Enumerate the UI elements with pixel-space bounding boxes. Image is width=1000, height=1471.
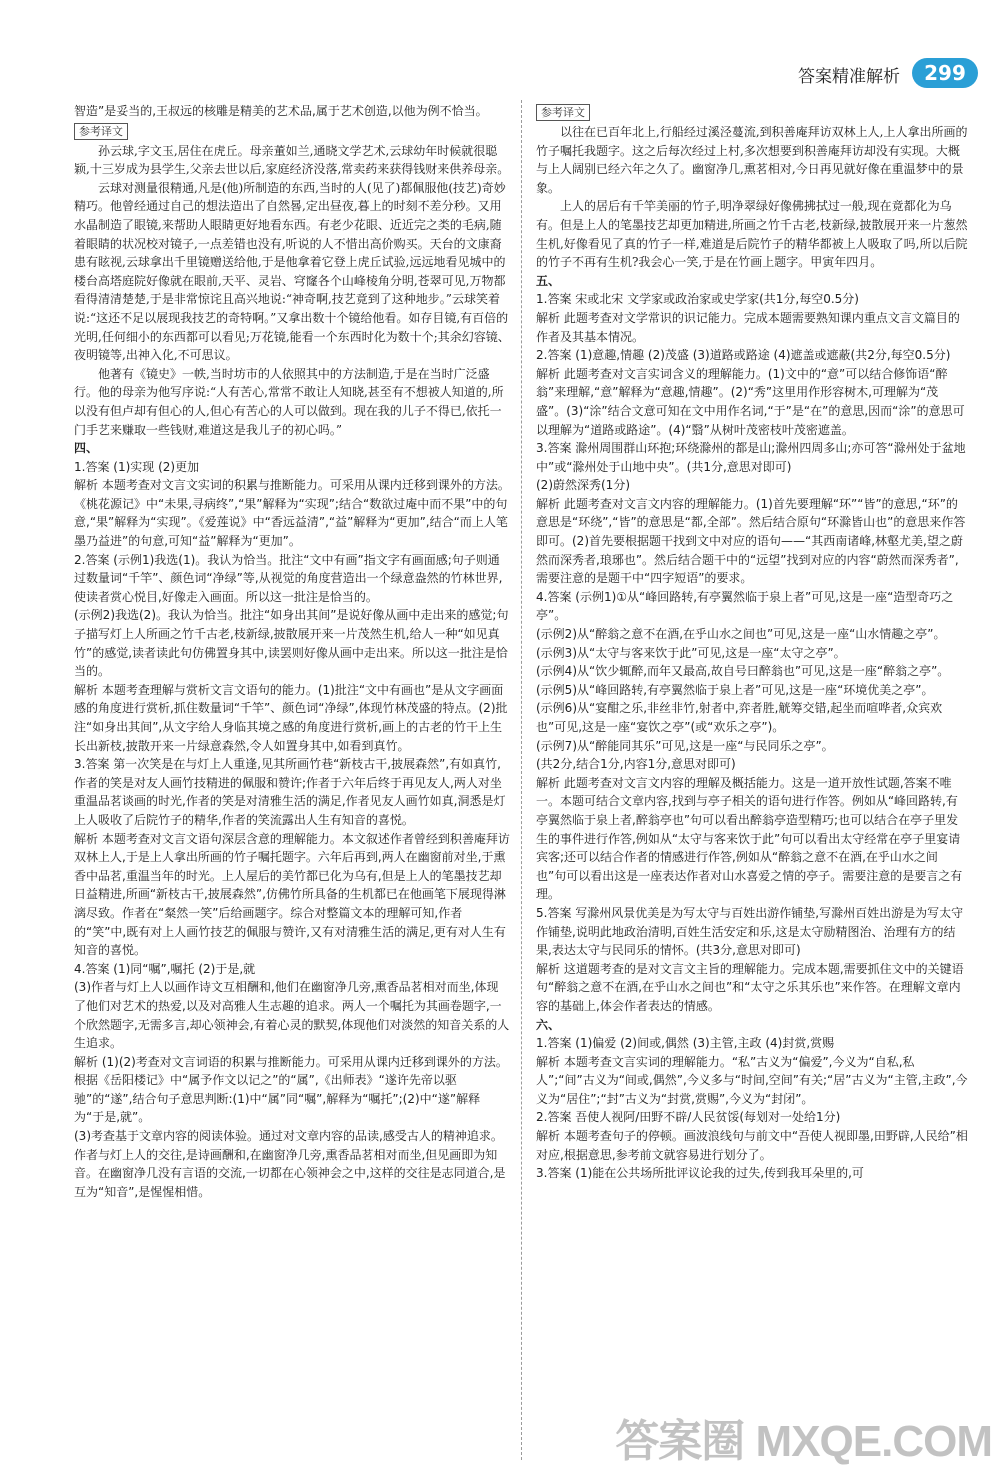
analysis: 解析 本题考查句子的停顿。画波浪线句与前文中“吾使人视即墨,田野辟,人民给”相对应,根据意思,参考前文就容易进行划分了。: [536, 1129, 968, 1162]
analysis: 解析 这道题考查的是对文言文主旨的理解能力。完成本题,需要抓住文中的关键语句“醉翁之意不在酒,在乎山水之间也”和“太守之乐其乐也”来作答。在理解文章内容的基础上,体会作者表达的情感。: [536, 961, 964, 1013]
answer-example: (示例3)从“太守与客来饮于此”可见,这是一座“太守之亭”。: [536, 645, 846, 660]
answer-example: (示例4)从“饮少辄醉,而年又最高,故自号曰醉翁也”可见,这是一座“醉翁之亭”。: [536, 664, 950, 679]
section-heading: 四、: [74, 441, 99, 456]
answer: 4.答案 (示例1)①从“峰回路转,有亭翼然临于泉上者”可见,这是一座“造型奇巧之亭”。: [536, 589, 954, 623]
score-note: (共2分,结合1分,内容1分,意思对即可): [536, 757, 736, 772]
analysis: 解析 (1)(2)考查对文言词语的积累与推断能力。可采用从课内迁移到课外的方法。根据《岳阳楼记》中“属予作文以记之”的“属”,《出师表》“遂许先帝以驱驰”的“遂”,结合句子意思判断:(1)中“属”同“嘱”,解释为“嘱托”;(2)中“遂”解释为“于是,就”。: [74, 1054, 508, 1125]
page-header: [0, 0, 1000, 100]
analysis-part: (3)考查基于文章内容的阅读体验。通过对文章内容的品读,感受古人的精神追求。作者与灯上人的交往,是诗画酬和,在幽窗净几旁,熏香品茗相对而坐,但见画即为知音。在幽窗净几没有言语的交流,一切都在心领神会之中,这样的交往是志同道合,是互为“知音”,是惺惺相惜。: [74, 1129, 506, 1199]
analysis: 解析 此题考查对文言文内容的理解及概括能力。这是一道开放性试题,答案不唯一。本题可结合文章内容,找到与亭子相关的语句进行作答。例如从“峰回路转,有亭翼然临于泉上者,醉翁亭也”句可以看出醉翁亭造型精巧;也可以结合在亭子里发生的事件进行作答,例如从“太守与客来饮于此”句可以看出太守经常在亭子里宴请宾客;还可以结合作者的情感进行作答,例如从“醉翁之意不在酒,在乎山水之间也”句可以看出这是一座表达作者对山水喜爱之情的亭子。需要注意的是要言之有理。: [536, 775, 963, 902]
reference-translation-tag: 参考译文: [74, 123, 128, 140]
answer: 1.答案 宋或北宋 文学家或政治家或史学家(共1分,每空0.5分): [536, 292, 859, 307]
answer-example: (示例2)从“醉翁之意不在酒,在乎山水之间也”可见,这是一座“山水情趣之亭”。: [536, 627, 946, 642]
analysis: 解析 此题考查对文学常识的识记能力。完成本题需要熟知课内重点文言文篇目的作者及其基本情况。: [536, 310, 960, 344]
answer: 4.答案 (1)同“嘱”,嘱托 (2)于是,就: [74, 961, 256, 976]
answer-part: (3)作者与灯上人以画作诗文互相酬和,他们在幽窗净几旁,熏香品茗相对而坐,体现了他们对艺术的热爱,以及对高雅人生志趣的追求。两人一个嘱托为其画卷题字,一个欣然题字,无需多言,却心领神会,有着心灵的默契,体现他们对淡然的知音关系的人生追求。: [74, 980, 510, 1051]
answer-part: (2)蔚然深秀(1分): [536, 478, 630, 493]
answer: 3.答案 滁州周围群山环抱;环绕滁州的都是山;滁州四周多山;亦可答“滁州处于盆地中”或“滁州处于山地中央”。(共1分,意思对即可): [536, 441, 966, 474]
translation-paragraph: 以往在已百年北上,行船经过溪泾蔓流,到积善庵拜访双林上人,上人拿出所画的竹子嘱托我题字。这之后每次经过上村,多次想要到积善庵拜访却没有实现。大概与上人阔别已经六年之久了。幽窗净几,熏茗相对,今日再见就好像在重温梦中的景象。: [536, 125, 968, 195]
header-title: 答案精准解析: [798, 67, 900, 87]
answer-example: (示例7)从“醉能同其乐”可见,这是一座“与民同乐之亭”。: [536, 738, 834, 753]
answer: 2.答案 (1)意趣,情趣 (2)茂盛 (3)道路或路途 (4)遮盖或遮蔽(共2分,每空0.5分): [536, 348, 951, 363]
analysis: 解析 本题考查文言实词的理解能力。“私”古义为“偏爱”,今义为“自私,私人”;“间”古义为“间或,偶然”,今义多与“时间,空间”有关;“居”古义为“主管,主政”,今义为“居住”;“封”古义为“封赏,赏赐”,今义为“封闭”。: [536, 1054, 968, 1106]
reference-translation-tag: 参考译文: [536, 104, 590, 121]
translation-paragraph: 他著有《镜史》一帙,当时坊市的人依照其中的方法制造,于是在当时广泛盛行。他的母亲为他写序说:“人有苦心,常常不敢让人知晓,甚至有不想被人知道的,所以没有但卢却有但心的人,但心有苦心的人可以做到。现在我的儿子不得已,依托一门手艺来赚取一些钱财,难道这是我儿子的初心吗。”: [74, 366, 504, 437]
intro-text: 智造”是妥当的,王叔远的核雕是精美的艺术品,属于艺术创造,以他为例不恰当。: [74, 104, 488, 118]
answer: 5.答案 写滁州风景优美是为写太守与百姓出游作铺垫,写滁州百姓出游是为写太守作铺垫,说明此地政治清明,百姓生活安定和乐,这是太守励精图治、治理有方的结果,表达太守与民同乐的情怀。(共3分,意思对即可): [536, 905, 964, 958]
right-column: [536, 102, 968, 1183]
answer-example: (示例2)我选(2)。我认为恰当。批注“如身出其间”是说好像从画中走出来的感觉;句子描写灯上人所画之竹千古老,枝新绿,披散展开来一片茂然生机,给人一种“如见真竹”的感觉,读者读此句仿佛置身其中,读罢则好像从画中走出来。所以这一批注是恰当的。: [74, 608, 509, 679]
analysis: 解析 本题考查对文言文实词的积累与推断能力。可采用从课内迁移到课外的方法。《桃花源记》中“未果,寻病终”,“果”解释为“实现”;结合“数欲过庵中而不果”中的句意,“果”解释为“实现”。《爱莲说》中“香远益清”,“益”解释为“更加”,结合“而上人笔墨乃益进”的句意,可知“益”解释为“更加”。: [74, 478, 510, 549]
watermark-logo: 答案圈 MXQE.COM: [615, 1417, 992, 1466]
column-divider: [521, 100, 522, 1460]
analysis: 解析 本题考查对文言文语句深层含意的理解能力。本文叙述作者曾经到积善庵拜访双林上人,于是上人拿出所画的竹子嘱托题字。六年后再到,两人在幽窗前对坐,于熏香中品茗,重温当年的时光。上人屋后的美竹都已化为乌有,但是上人的笔墨技艺却日益精进,所画“新枝古干,披展森然”,仿佛竹所具备的生机都已在他画笔下展现得淋漓尽致。作者在“粲然一笑”后给画题字。综合对整篇文本的理解可知,作者的“笑”中,既有对上人画竹技艺的佩服与赞许,又有对清雅生活的满足,更有对人生有知音的喜悦。: [74, 831, 510, 958]
left-column: [74, 102, 510, 1201]
answer: 1.答案 (1)实现 (2)更加: [74, 459, 200, 474]
answer: 2.答案 吾使人视阿/田野不辟/人民贫馁(每划对一处给1分): [536, 1110, 841, 1125]
analysis: 解析 本题考查理解与赏析文言文语句的能力。(1)批注“文中有画也”是从文字画面感的角度进行赏析,抓住数量词“千竿”、颜色词“净绿”,体现竹林茂盛的特点。(2)批注“如身出其间”,从文字给人身临其境之感的角度进行赏析,画上的古老的竹干上生长出新枝,披散开来一片绿意森然,令人如置身其中,如看到真竹。: [74, 682, 508, 753]
analysis: 解析 此题考查对文言文内容的理解能力。(1)首先要理解“环”“皆”的意思,“环”的意思是“环绕”,“皆”的意思是“都,全部”。然后结合原句“环滁皆山也”的意思来作答即可。(2)首先要根据题干找到文中对应的语句——“其西南诸峰,林壑尤美,望之蔚然而深秀者,琅琊也”。然后结合题干中的“远望”找到对应的内容“蔚然而深秀者”,需要注意的是题干中“四字短语”的要求。: [536, 496, 966, 586]
answer: 2.答案 (示例1)我选(1)。我认为恰当。批注“文中有画”指文字有画面感;句子则通过数量词“千竿”、颜色词“净绿”等,从视觉的角度营造出一个绿意盎然的竹林世界,使读者赏心悦目,好像走入画面。所以这一批注是恰当的。: [74, 552, 503, 604]
section-heading: 五、: [536, 273, 561, 288]
answer-example: (示例5)从“峰回路转,有亭翼然临于泉上者”可见,这是一座“环境优美之亭”。: [536, 682, 934, 697]
translation-paragraph: 上人的居后有千竿美丽的竹子,明净翠绿好像佛拂拭过一般,现在竟都化为乌有。但是上人的笔墨技艺却更加精进,所画之竹千古老,枝新绿,披散展开来一片葱然生机,好像看见了真的竹子一样,难道是后院竹子的精华都被上人吸取了吗,所以后院的竹子不再有生机?我会心一笑,于是在竹画上题字。甲寅年四月。: [536, 199, 968, 270]
answer: 1.答案 (1)偏爱 (2)间或,偶然 (3)主管,主政 (4)封赏,赏赐: [536, 1036, 835, 1051]
answer: 3.答案 (1)能在公共场所批评议论我的过失,传到我耳朵里的,可: [536, 1166, 864, 1181]
answer-example: (示例6)从“宴酣之乐,非丝非竹,射者中,弈者胜,觥筹交错,起坐而喧哗者,众宾欢也”可见,这是一座“宴饮之亭”(或“欢乐之亭”)。: [536, 701, 943, 734]
translation-paragraph: 云球对测量很精通,凡是(他)所制造的东西,当时的人(见了)都佩服他(技艺)奇妙精巧。他曾经通过自己的想法造出了自然晷,定出昼夜,暮上的时刻不差分秒。又用水晶制造了眼镜,来帮助人眼睛更好地看东西。有老少花眼、近近完之类的毛病,随着眼睛的状况校对镜子,一点差错也没有,听说的人不惜出高价购买。天台的文康裔患有眩视,云球拿出千里镜赠送给他,于是他拿着它登上虎丘试验,远远地看见城中的楼台高塔庭院好像就在眼前,天平、灵岩、穹窿各个山峰棱角分明,苍翠可见,万物都看得清清楚楚,于是非常惊诧且高兴地说:“神奇啊,技艺竟到了这种地步。”云球笑着说:“这还不足以展现我技艺的奇特啊。”又拿出数十个镜给他看。如存目镜,有百倍的光明,任何细小的东西都可以看见;万花镜,能看一个东西时化为数十个;其余幻容镜、夜明镜等,出神入化,不可思议。: [74, 180, 510, 363]
analysis: 解析 此题考查对文言实词含义的理解能力。(1)文中的“意”可以结合修饰语“醉翁”来理解,“意”解释为“意趣,情趣”。(2)“秀”这里用作形容树木,可理解为“茂盛”。(3)“涂”结合文意可知在文中用作名词,“于”是“在”的意思,因而“涂”的意思可以理解为“道路或路途”。(4)“翳”从树叶茂密枝叶茂密遮盖。: [536, 366, 965, 437]
page-number-badge: 299: [912, 58, 978, 88]
translation-paragraph: 孙云球,字文玉,居住在虎丘。母亲董如兰,通晓文学艺术,云球幼年时候就很聪颖,十三岁成为县学生,父亲去世以后,家庭经济没落,常卖药来获得钱财来供养母亲。: [74, 143, 510, 177]
section-heading: 六、: [536, 1017, 561, 1032]
answer: 3.答案 第一次笑是在与灯上人重逢,见其所画竹巷“新枝古干,披展森然”,有如真竹,作者的笑是对友人画竹技精进的佩服和赞许;作者于六年后终于再见友人,两人对坐重温品茗谈画的时光,作者的笑是对清雅生活的满足,作者见友人画竹如真,洞悉是灯上人吸收了后院竹子的精华,作者的笑流露出人生有知音的喜悦。: [74, 757, 506, 827]
